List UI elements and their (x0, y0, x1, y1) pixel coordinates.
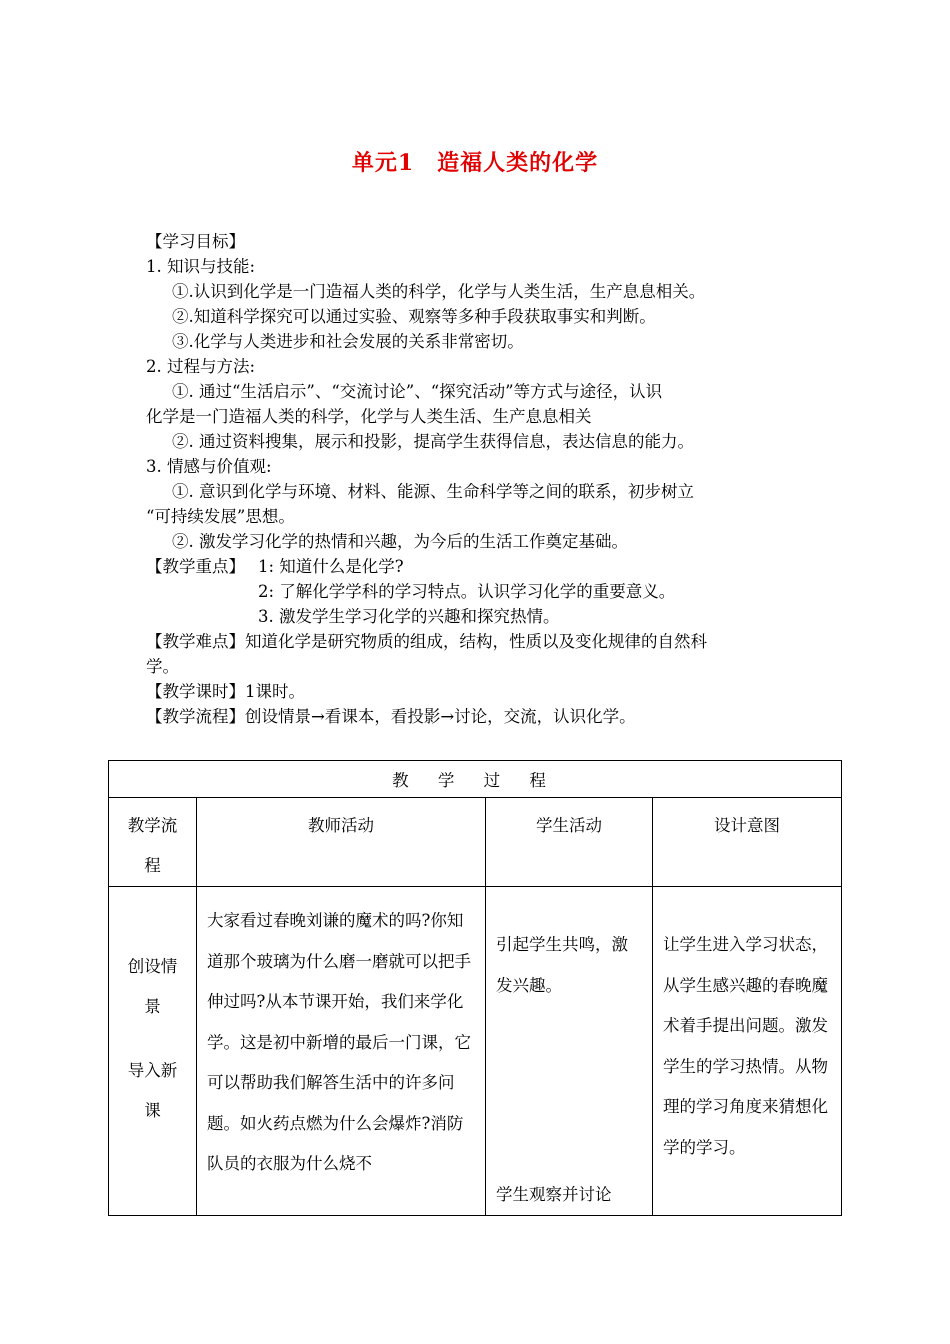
class-hours: 【教学课时】1课时。 (146, 682, 305, 701)
teacher-activity: 大家看过春晚刘谦的魔术的吗?你知道那个玻璃为什么磨一磨就可以把手伸过吗?从本节课开始，我们来学化学。这是初中新增的最后一门课，它可以帮助我们解答生活中的许多问题。如火药点燃为什么会爆炸?消防队员的衣服为什么烧不 (197, 887, 486, 1216)
objectives-heading: 【学习目标】 (146, 232, 245, 251)
teaching-process-table (108, 760, 842, 1216)
student-activity-2: 学生观察并讨论 (496, 1185, 612, 1204)
design-intent: 让学生进入学习状态，从学生感兴趣的春晚魔术着手提出问题。激发学生的学习热情。从物理的学习角度来猜想化学的学习。 (653, 887, 842, 1216)
page-title: 单元1 造福人类的化学 (351, 150, 599, 176)
key-point-2: 2: 了解化学学科的学习特点。认识学习化学的重要意义。 (258, 582, 676, 601)
objectives-sec1-item3: ③.化学与人类进步和社会发展的关系非常密切。 (172, 332, 524, 351)
stage-label-2: 导入新课 (127, 1061, 178, 1120)
objectives-sec3-item1a: ①. 意识到化学与环境、材料、能源、生命科学等之间的联系，初步树立 (172, 482, 694, 501)
objectives-sec3-item1b: “可持续发展”思想。 (146, 507, 295, 526)
header-design: 设计意图 (653, 798, 842, 887)
table-header-row (109, 798, 842, 887)
difficulty-line-b: 学。 (146, 657, 179, 676)
header-teacher: 教师活动 (197, 798, 486, 887)
key-point-3: 3. 激发学生学习化学的兴趣和探究热情。 (258, 607, 560, 626)
objectives-sec1-item2: ②.知道科学探究可以通过实验、观察等多种手段获取事实和判断。 (172, 307, 656, 326)
stage-cell (109, 887, 197, 1216)
objectives-sec1: 1. 知识与技能: (146, 257, 256, 276)
student-activity-cell (486, 887, 653, 1216)
key-point-1: 1: 知道什么是化学? (258, 557, 404, 576)
objectives-sec1-item1: ①.认识到化学是一门造福人类的科学，化学与人类生活，生产息息相关。 (172, 282, 706, 301)
table-title-row (109, 761, 842, 798)
student-activity-1: 引起学生共鸣，激发兴趣。 (496, 935, 628, 995)
objectives-sec2: 2. 过程与方法: (146, 357, 256, 376)
header-flow: 教学流程 (109, 798, 197, 887)
teaching-flow: 【教学流程】创设情景→看课本，看投影→讨论，交流，认识化学。 (146, 707, 636, 726)
stage-label-1: 创设情景 (127, 957, 178, 1016)
table-title: 教 学 过 程 (109, 761, 842, 798)
table-row (109, 887, 842, 1216)
header-student: 学生活动 (486, 798, 653, 887)
objectives-sec2-item1a: ①. 通过“生活启示”、“交流讨论”、“探究活动”等方式与途径，认识 (172, 382, 663, 401)
objectives-sec2-item1b: 化学是一门造福人类的科学，化学与人类生活、生产息息相关 (146, 407, 592, 426)
objectives-sec3-item2: ②. 激发学习化学的热情和兴趣，为今后的生活工作奠定基础。 (172, 532, 628, 551)
objectives-sec2-item2: ②. 通过资料搜集，展示和投影，提高学生获得信息，表达信息的能力。 (172, 432, 694, 451)
key-points-label: 【教学重点】 (146, 557, 245, 576)
objectives-sec3: 3. 情感与价值观: (146, 457, 272, 476)
difficulty-line-a: 【教学难点】知道化学是研究物质的组成，结构，性质以及变化规律的自然科 (146, 632, 707, 651)
